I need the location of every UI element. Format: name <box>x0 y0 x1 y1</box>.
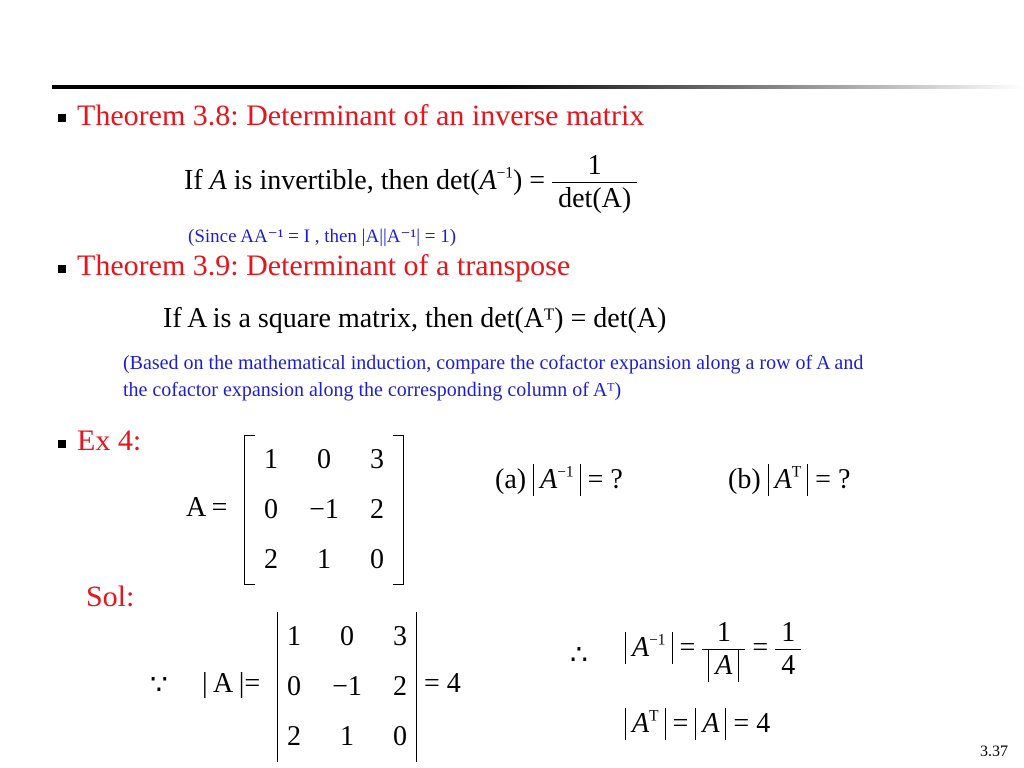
solution-label: Sol: <box>86 580 135 613</box>
question-b-expr: = ? <box>815 464 851 495</box>
det-cell: 1 <box>339 721 354 752</box>
matrix-cell: 3 <box>370 444 385 475</box>
theorem-39-note-line1: (Based on the mathematical induction, compare the cofactor expansion along a row of A and <box>123 352 864 374</box>
fraction-denominator: 4 <box>775 649 801 682</box>
example-label: Ex 4: <box>77 424 142 457</box>
det-cell: 0 <box>393 721 408 752</box>
det-label: | A |= <box>202 668 261 699</box>
therefore-symbol: ∴ <box>570 640 588 671</box>
bullet-icon <box>58 440 66 448</box>
equals-sign: = <box>752 631 769 663</box>
fraction-numerator: 1 <box>587 150 602 181</box>
det-cell: 2 <box>286 721 301 752</box>
a-det-bars: A <box>695 708 726 740</box>
eq-inv-sup: −1 <box>496 164 513 182</box>
question-b <box>728 464 850 496</box>
det-cell: 3 <box>393 621 408 652</box>
eq-det-rhs: ) = <box>512 164 546 196</box>
inverse-fraction <box>552 150 637 215</box>
theorem-39-note-line2: the cofactor expansion along the corresponding column of Aᵀ) <box>123 379 622 401</box>
eq-if: If <box>184 164 203 196</box>
theorem-38-heading: Theorem 3.8: Determinant of an inverse matrix <box>77 99 645 132</box>
eq-var: A <box>209 164 227 196</box>
inverse-fraction-1 <box>702 617 745 682</box>
bullet-icon <box>58 114 66 122</box>
matrix-cell: 0 <box>370 544 385 575</box>
det-cell: −1 <box>332 671 362 702</box>
equals-sign: = <box>679 631 696 663</box>
matrix-cell: 2 <box>370 494 385 525</box>
inverse-answer <box>625 617 801 682</box>
transpose-det-bars: $A^T$ <box>625 708 666 740</box>
det-matrix <box>277 612 417 762</box>
det-cell: 2 <box>393 671 408 702</box>
question-b-label: (b) <box>728 464 761 495</box>
eq-det-lhs: det( <box>435 164 480 196</box>
fraction-denominator: det(A) <box>552 182 637 215</box>
matrix-cell: 1 <box>316 544 331 575</box>
inverse-det-bars: $A^{-1}$ <box>625 632 673 664</box>
header-rule <box>52 85 1024 89</box>
question-a <box>495 464 623 496</box>
question-a-expr: = ? <box>587 464 623 495</box>
because-symbol: ∵ <box>150 670 168 701</box>
transpose-det-bars: $A^T$ <box>768 464 809 496</box>
theorem-38-equation: If A is invertible, then $\det(A^{-1})$ = $\frac{1}{\det(A)}$ <box>184 150 637 215</box>
fraction-numerator: 1 <box>716 617 731 648</box>
theorem-39-heading: Theorem 3.9: Determinant of a transpose <box>77 249 571 282</box>
theorem-39-statement: If A is a square matrix, then det(Aᵀ) = det(A) <box>163 303 667 334</box>
matrix-cell: 1 <box>263 444 278 475</box>
det-cell: 0 <box>286 671 301 702</box>
matrix-a <box>244 435 404 585</box>
det-cell: 1 <box>286 621 301 652</box>
matrix-cell: 0 <box>263 494 278 525</box>
matrix-cell: −1 <box>309 494 339 525</box>
fraction-numerator: 1 <box>781 617 796 648</box>
eq-mid: is invertible, then <box>233 164 429 196</box>
inverse-fraction-2 <box>775 617 801 682</box>
bullet-icon <box>58 265 66 273</box>
matrix-name: A = <box>186 492 228 523</box>
theorem-38-note: (Since AA⁻¹ = I , then |A||A⁻¹| = 1) <box>188 226 457 247</box>
inverse-det-bars: $A^{-1}$ <box>533 464 581 496</box>
question-a-label: (a) <box>495 464 527 495</box>
transpose-result: = 4 <box>733 708 771 739</box>
det-result: = 4 <box>424 668 461 699</box>
page-number: 3.37 <box>980 743 1008 760</box>
matrix-cell: 0 <box>316 444 331 475</box>
det-cell: 0 <box>339 621 354 652</box>
transpose-answer <box>625 708 770 740</box>
fraction-denominator: A <box>702 649 745 682</box>
matrix-cell: 2 <box>263 544 278 575</box>
equals-sign: = <box>672 708 689 739</box>
right-bracket <box>393 435 404 585</box>
